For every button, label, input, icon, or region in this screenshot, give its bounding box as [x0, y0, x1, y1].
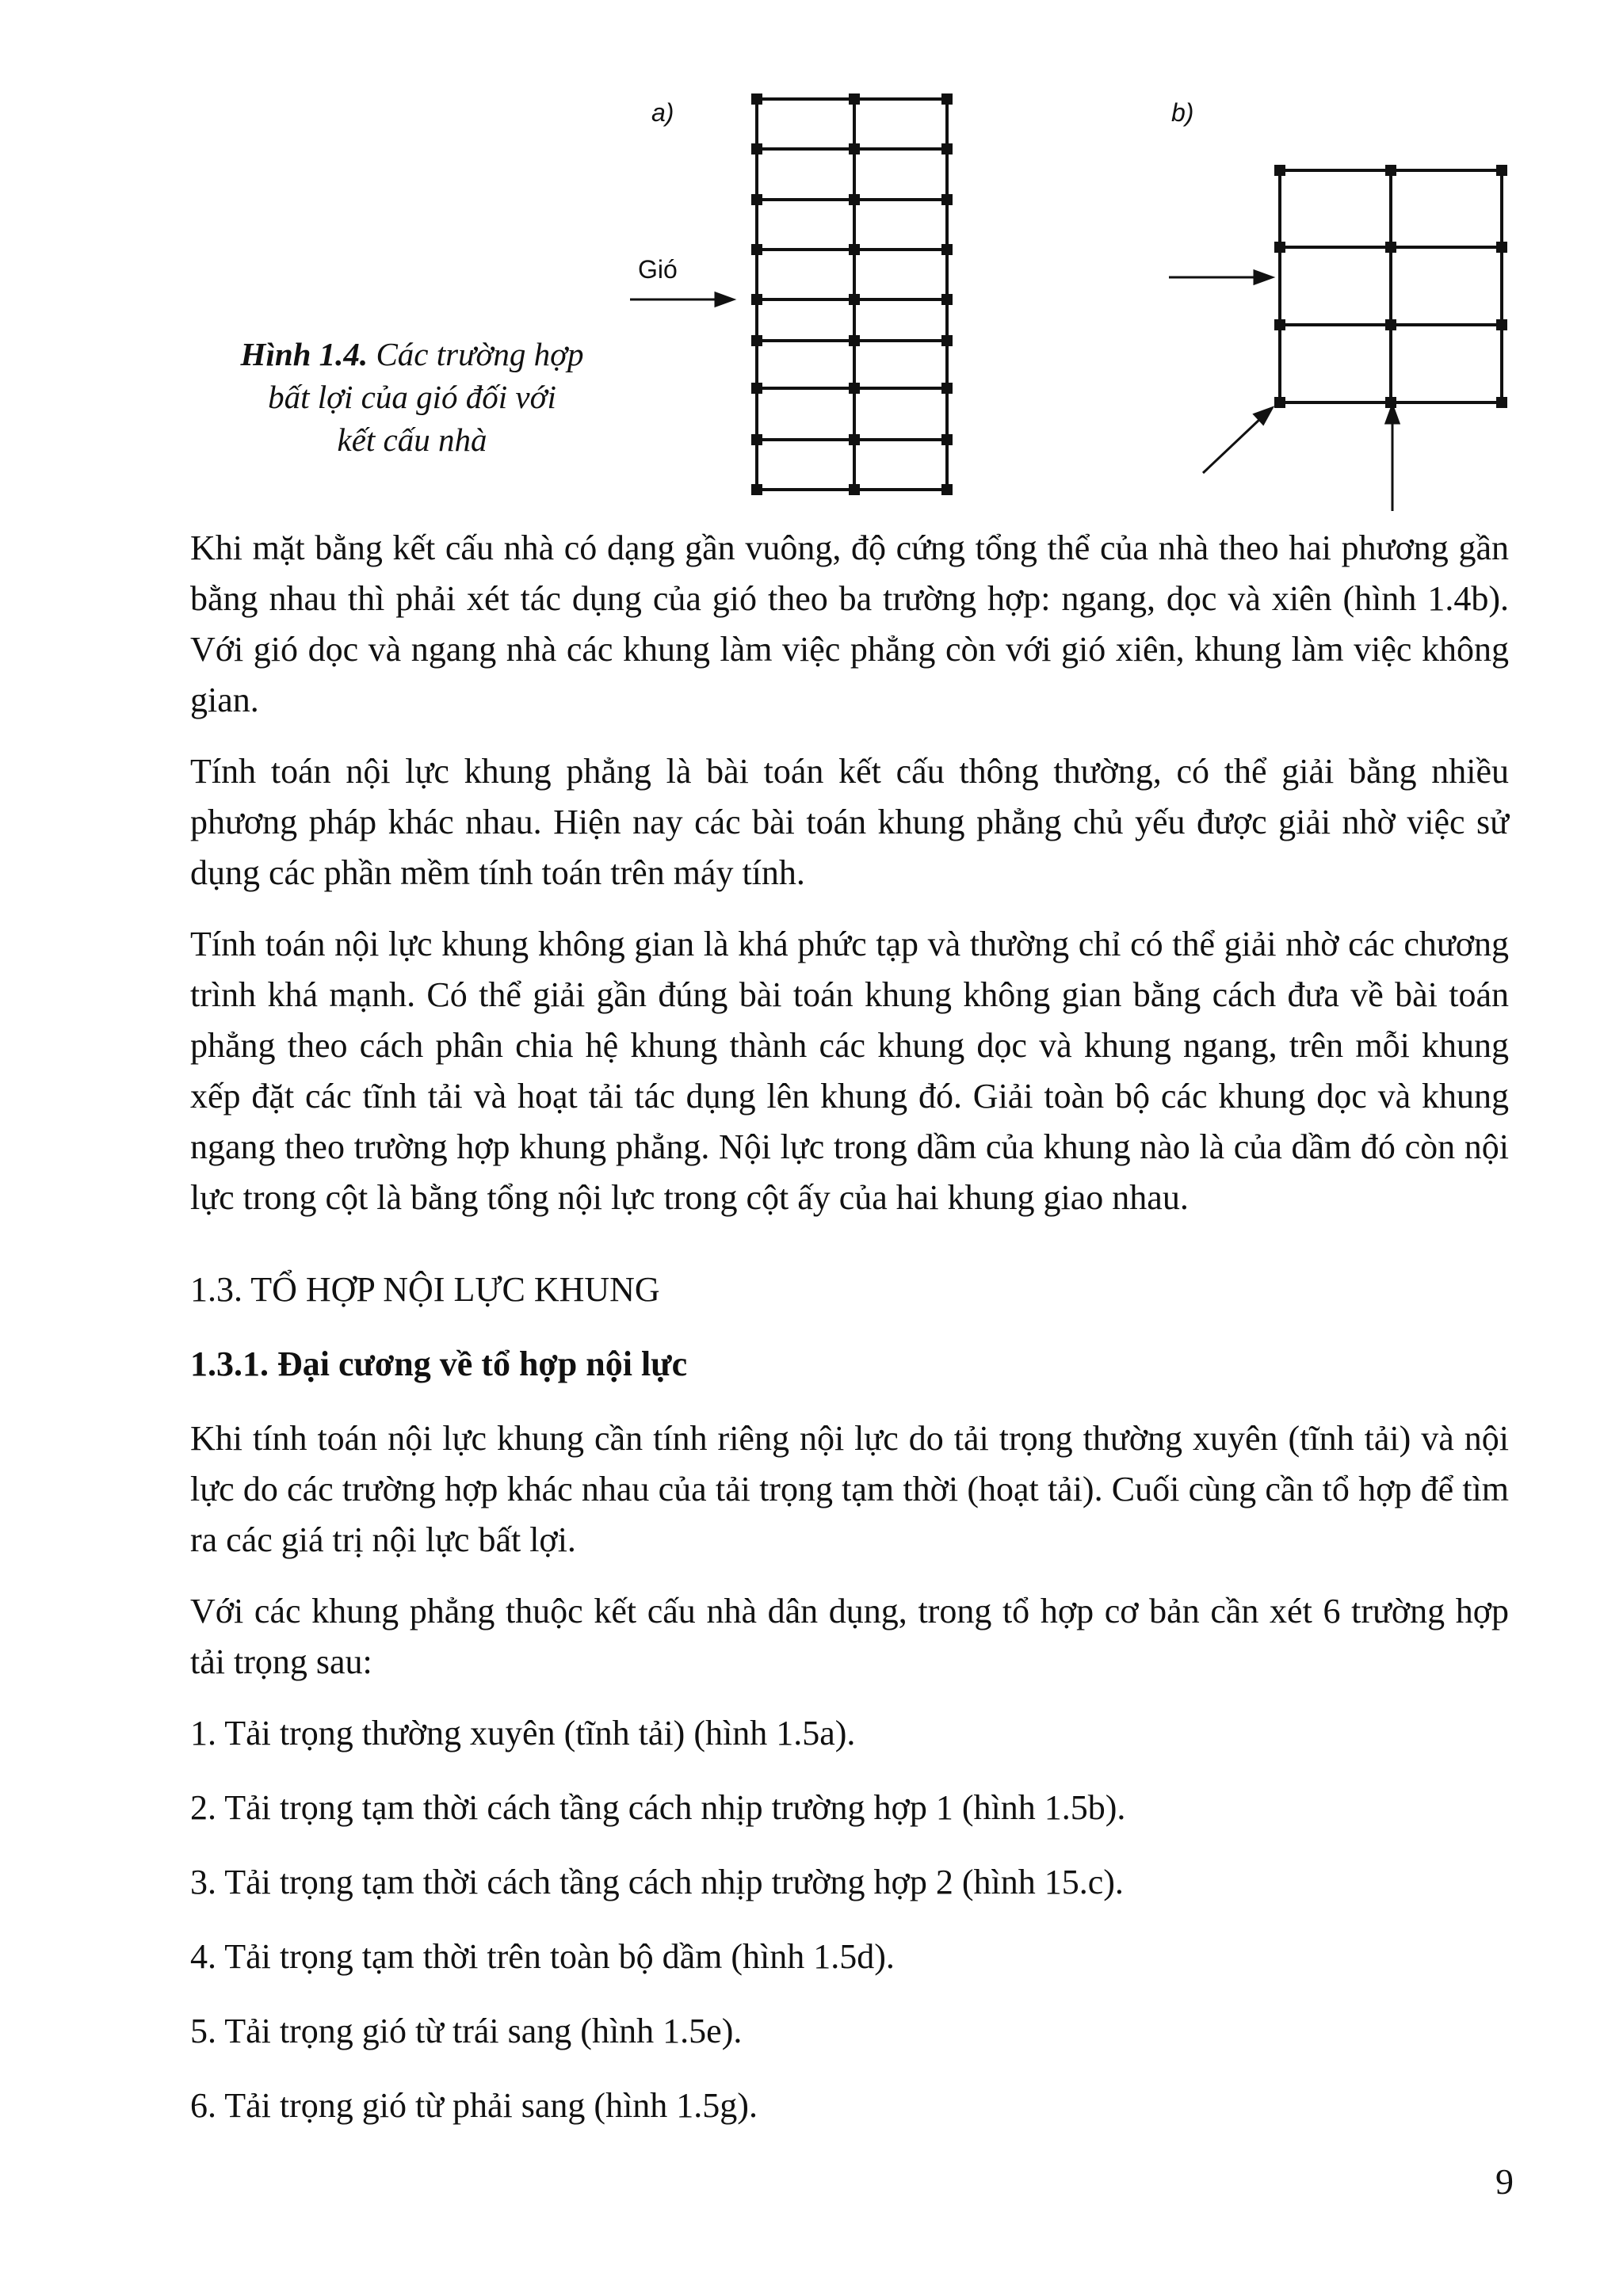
paragraph-4: [190, 1413, 1509, 1566]
frame-a-node: [849, 294, 860, 305]
frame-b-node: [1496, 242, 1507, 253]
wind-arrows: [630, 271, 1399, 511]
figure-number: Hình 1.4.: [240, 336, 369, 372]
frame-a-tall-building: [751, 93, 953, 495]
frame-a-node: [941, 383, 953, 394]
frame-a-node: [751, 244, 762, 255]
frame-a-node: [941, 434, 953, 445]
frame-b-node: [1496, 165, 1507, 176]
frame-b-node: [1385, 397, 1396, 408]
frame-b-node: [1274, 319, 1285, 330]
load-case-list: [190, 1708, 1509, 2131]
paragraph-1: [190, 523, 1509, 726]
list-item: 6. Tải trọng gió từ phải sang (hình 1.5g).: [190, 2086, 758, 2125]
frame-a-node: [941, 244, 953, 255]
frame-a-node: [849, 143, 860, 154]
paragraph-5: [190, 1586, 1509, 1688]
frame-b-node: [1496, 397, 1507, 408]
frame-a-node: [751, 143, 762, 154]
frame-b-node: [1385, 165, 1396, 176]
wind-arrow-b-diagonal: [1203, 418, 1262, 473]
frame-a-node: [941, 294, 953, 305]
list-item: 2. Tải trọng tạm thời cách tầng cách nhịp trường hợp 1 (hình 1.5b).: [190, 1788, 1126, 1827]
frame-b-node: [1274, 397, 1285, 408]
frame-b-node: [1385, 242, 1396, 253]
wind-arrow-a-head: [716, 293, 733, 306]
paragraph-3-text: Tính toán nội lực khung không gian là khá phức tạp và thường chỉ có thể giải nhờ các chương trình khá mạnh. Có thể giải gần đúng bài toán khung không gian bằng cách đưa về bài toán phẳng theo cách phân chia hệ khung thành các khung dọc và khung ngang, trên mỗi khung xếp đặt các tĩnh tải và hoạt tải tác dụng lên khung đó. Giải toàn bộ các khung dọc và khung ngang theo trường hợp khung phẳng. Nội lực trong dầm của khung nào là của dầm đó còn nội lực trong cột là bằng tổng nội lực trong cột ấy của hai khung giao nhau.: [190, 925, 1509, 1217]
frame-a-node: [751, 335, 762, 346]
paragraph-2-text: Tính toán nội lực khung phẳng là bài toán kết cấu thông thường, có thể giải bằng nhiều phương pháp khác nhau. Hiện nay các bài toán khung phẳng chủ yếu được giải nhờ việc sử dụng các phần mềm tính toán trên máy tính.: [190, 752, 1509, 892]
page-number: 9: [1495, 2161, 1514, 2202]
section-title: 1.3. TỔ HỢP NỘI LỰC KHUNG: [190, 1270, 660, 1309]
body-text: [190, 523, 1509, 2155]
frame-a-node: [849, 335, 860, 346]
caption-line-3: kết cấu nhà: [337, 421, 487, 458]
list-item: 1. Tải trọng thường xuyên (tĩnh tải) (hình 1.5a).: [190, 1714, 856, 1753]
frame-a-node: [751, 383, 762, 394]
frame-a-node: [849, 244, 860, 255]
frame-a-node: [751, 434, 762, 445]
figure-1-4: [0, 0, 1623, 555]
caption-line-1: Các trường hợp: [376, 336, 584, 372]
paragraph-4-text: Khi tính toán nội lực khung cần tính riêng nội lực do tải trọng thường xuyên (tĩnh tải) và nội lực do các trường hợp khác nhau của tải trọng tạm thời (hoạt tải). Cuối cùng cần tổ hợp để tìm ra các giá trị nội lực bất lợi.: [190, 1419, 1509, 1559]
frame-b-node: [1274, 165, 1285, 176]
frame-a-node: [751, 294, 762, 305]
paragraph-1-text: Khi mặt bằng kết cấu nhà có dạng gần vuông, độ cứng tổng thể của nhà theo hai phương gần bằng nhau thì phải xét tác dụng của gió theo ba trường hợp: ngang, dọc và xiên (hình 1.4b). Với gió dọc và ngang nhà các khung làm việc phẳng còn với gió xiên, khung làm việc không gian.: [190, 528, 1509, 719]
frame-a-node: [941, 143, 953, 154]
wind-arrow-b-vertical-head: [1386, 406, 1399, 423]
frame-a-node: [941, 93, 953, 105]
frame-a-node: [849, 434, 860, 445]
paragraph-5-text: Với các khung phẳng thuộc kết cấu nhà dân dụng, trong tổ hợp cơ bản cần xét 6 trường hợp tải trọng sau:: [190, 1592, 1509, 1681]
list-item: 5. Tải trọng gió từ trái sang (hình 1.5e).: [190, 2012, 743, 2050]
frame-a-node: [849, 383, 860, 394]
frame-a-node: [941, 194, 953, 205]
frame-b-node: [1274, 242, 1285, 253]
wind-arrow-b-horizontal-head: [1254, 271, 1272, 284]
paragraph-2: [190, 746, 1509, 898]
list-item: 3. Tải trọng tạm thời cách tầng cách nhịp trường hợp 2 (hình 15.c).: [190, 1863, 1124, 1901]
frame-a-node: [751, 93, 762, 105]
frame-a-node: [849, 93, 860, 105]
frame-b-node: [1496, 319, 1507, 330]
frame-a-node: [849, 194, 860, 205]
frame-a-node: [751, 484, 762, 495]
list-item: 4. Tải trọng tạm thời trên toàn bộ dầm (hình 1.5d).: [190, 1937, 895, 1976]
figure-label-b: b): [1171, 98, 1194, 127]
frame-a-node: [849, 484, 860, 495]
frame-a-node: [751, 194, 762, 205]
frame-a-node: [941, 335, 953, 346]
figure-label-a: a): [651, 98, 674, 127]
caption-line-2: bất lợi của gió đối với: [268, 379, 556, 415]
figure-caption: [190, 333, 634, 461]
frame-b-square-building: [1274, 165, 1507, 408]
subsection-title: 1.3.1. Đại cương về tổ hợp nội lực: [190, 1344, 688, 1383]
wind-label: Gió: [638, 255, 678, 284]
frame-b-node: [1385, 319, 1396, 330]
frame-a-node: [941, 484, 953, 495]
paragraph-3: [190, 919, 1509, 1223]
